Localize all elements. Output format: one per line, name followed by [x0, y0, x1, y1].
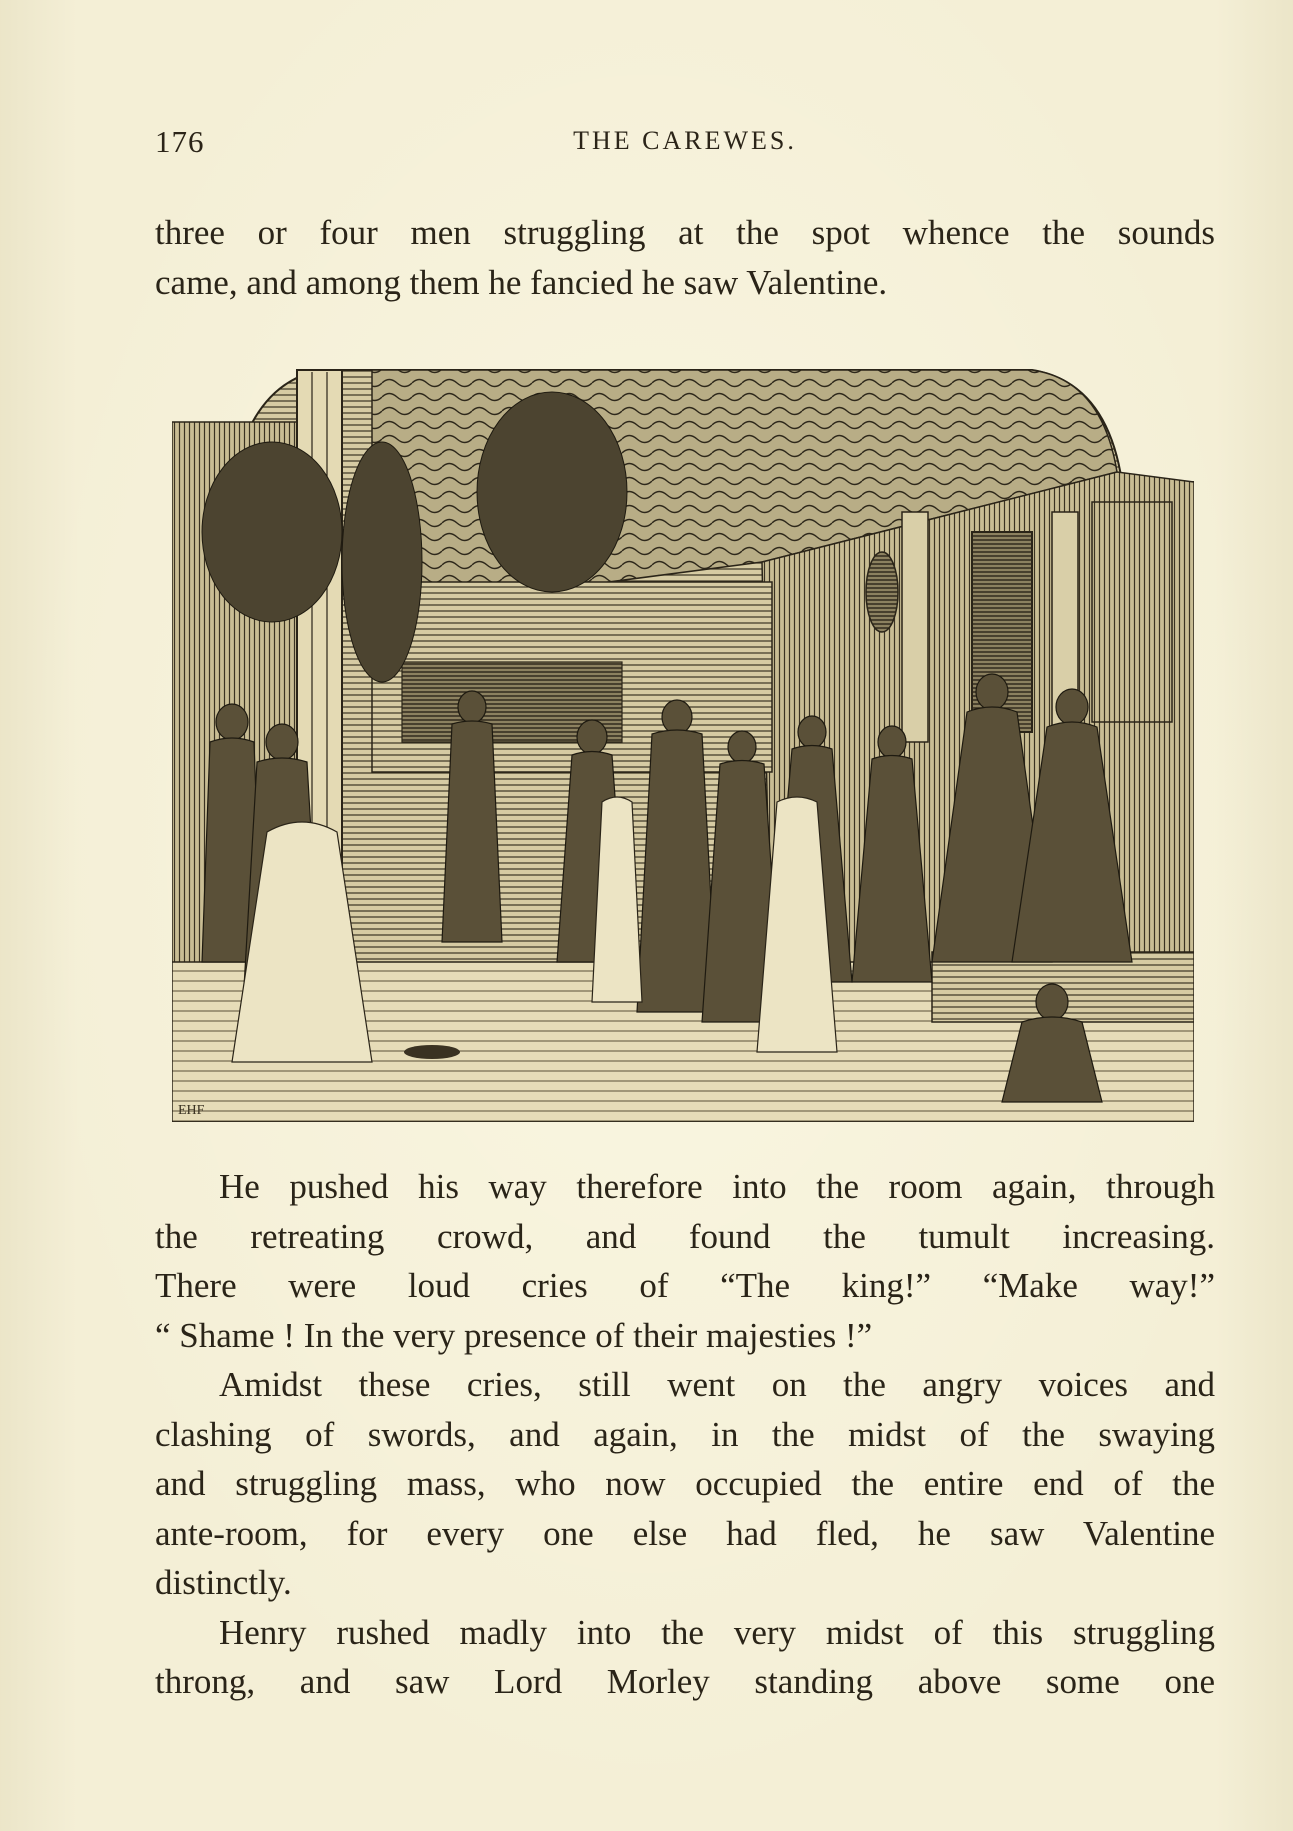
text-line: distinctly. [155, 1563, 292, 1602]
running-title: THE CAREWES. [573, 126, 797, 155]
text-line: three or four men struggling at the spot whence the sounds [155, 213, 1215, 252]
page-number: 176 [155, 124, 205, 159]
text-line: He pushed his way therefore into the room again, through [219, 1167, 1215, 1206]
engraving-illustration [172, 362, 1194, 1122]
text-line: Henry rushed madly into the very midst of this struggling [219, 1612, 1215, 1652]
text-line: and struggling mass, who now occupied the entire end of the [155, 1464, 1215, 1503]
text-line: throng, and saw Lord Morley standing above some one [155, 1662, 1215, 1701]
text-line: There were loud cries of “The king!” “Make way!” [155, 1266, 1215, 1305]
text-line: “ Shame ! In the very presence of their majesties !” [155, 1315, 873, 1355]
text-line: clashing of swords, and again, in the midst of the swaying [155, 1414, 1215, 1454]
paragraph-top [155, 208, 1215, 307]
text-line: the retreating crowd, and found the tumult increasing. [155, 1216, 1215, 1256]
svg-text:EHF: EHF [178, 1103, 205, 1118]
paragraph-bottom [155, 1162, 1215, 1707]
text-line: Amidst these cries, still went on the angry voices and [219, 1365, 1215, 1404]
text-line: came, and among them he fancied he saw Valentine. [155, 262, 888, 302]
engraving-ballroom-scene-icon [172, 362, 1194, 1122]
text-line: ante-room, for every one else had fled, he saw Valentine [155, 1513, 1215, 1553]
running-head [155, 124, 1215, 164]
